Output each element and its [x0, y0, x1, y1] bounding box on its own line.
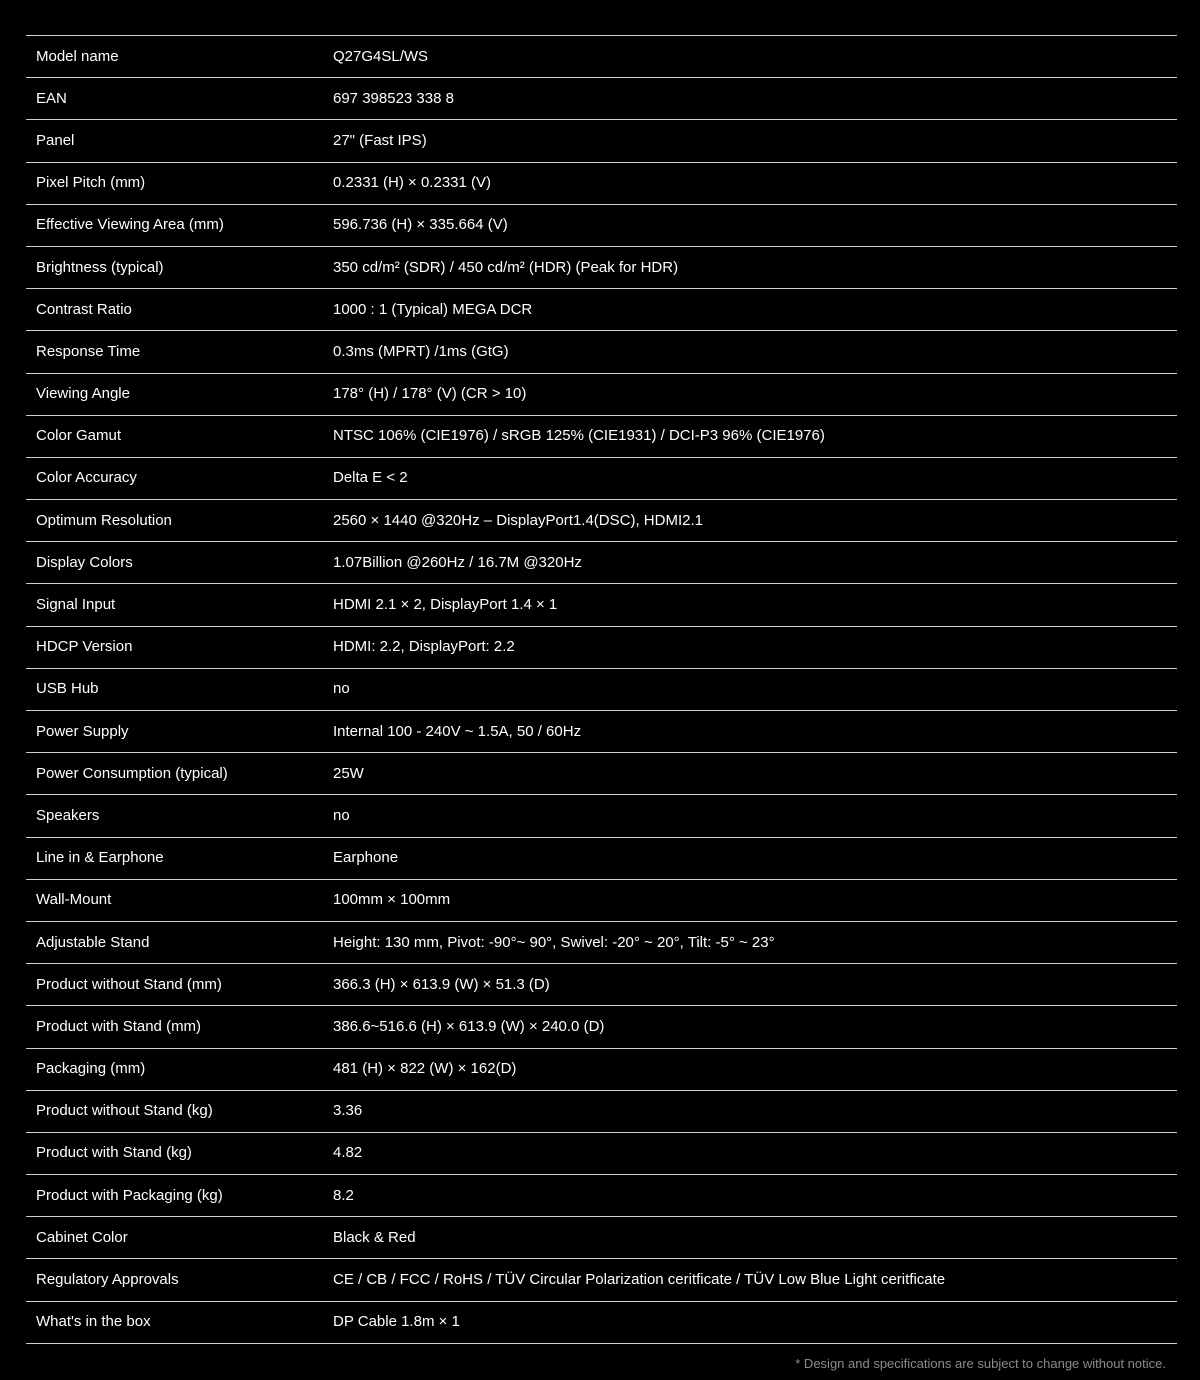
spec-value: NTSC 106% (CIE1976) / sRGB 125% (CIE1931) / DCI-P3 96% (CIE1976) [333, 415, 1177, 457]
spec-table-container [26, 35, 1177, 1344]
spec-table-body [26, 36, 1177, 1344]
spec-value: Black & Red [333, 1217, 1177, 1259]
spec-label: USB Hub [26, 668, 333, 710]
spec-row [26, 331, 1177, 373]
spec-label: Contrast Ratio [26, 289, 333, 331]
spec-value: 8.2 [333, 1175, 1177, 1217]
spec-row [26, 837, 1177, 879]
spec-value: Height: 130 mm, Pivot: -90°~ 90°, Swivel: -20° ~ 20°, Tilt: -5° ~ 23° [333, 921, 1177, 963]
spec-value: 596.736 (H) × 335.664 (V) [333, 204, 1177, 246]
spec-label: Optimum Resolution [26, 500, 333, 542]
spec-row [26, 1048, 1177, 1090]
spec-row [26, 1259, 1177, 1301]
spec-value: 27" (Fast IPS) [333, 120, 1177, 162]
spec-label: Wall-Mount [26, 879, 333, 921]
spec-value: Q27G4SL/WS [333, 36, 1177, 78]
spec-row [26, 964, 1177, 1006]
spec-value: 4.82 [333, 1132, 1177, 1174]
spec-value: 366.3 (H) × 613.9 (W) × 51.3 (D) [333, 964, 1177, 1006]
spec-row [26, 457, 1177, 499]
footnote: * Design and specifications are subject to change without notice. [795, 1356, 1166, 1371]
spec-value: 100mm × 100mm [333, 879, 1177, 921]
spec-label: Brightness (typical) [26, 246, 333, 288]
spec-value: 1.07Billion @260Hz / 16.7M @320Hz [333, 542, 1177, 584]
spec-row [26, 204, 1177, 246]
spec-label: Product without Stand (mm) [26, 964, 333, 1006]
spec-value: HDMI 2.1 × 2, DisplayPort 1.4 × 1 [333, 584, 1177, 626]
spec-value: Delta E < 2 [333, 457, 1177, 499]
spec-label: Color Accuracy [26, 457, 333, 499]
spec-label: EAN [26, 78, 333, 120]
spec-value: 178° (H) / 178° (V) (CR > 10) [333, 373, 1177, 415]
spec-value: Internal 100 - 240V ~ 1.5A, 50 / 60Hz [333, 711, 1177, 753]
spec-row [26, 1301, 1177, 1343]
spec-label: HDCP Version [26, 626, 333, 668]
spec-value: 697 398523 338 8 [333, 78, 1177, 120]
spec-value: 0.2331 (H) × 0.2331 (V) [333, 162, 1177, 204]
spec-row [26, 626, 1177, 668]
spec-value: 25W [333, 753, 1177, 795]
spec-label: Adjustable Stand [26, 921, 333, 963]
spec-value: CE / CB / FCC / RoHS / TÜV Circular Polarization ceritficate / TÜV Low Blue Light ceritficate [333, 1259, 1177, 1301]
spec-row [26, 373, 1177, 415]
spec-label: Pixel Pitch (mm) [26, 162, 333, 204]
spec-row [26, 500, 1177, 542]
spec-value: 481 (H) × 822 (W) × 162(D) [333, 1048, 1177, 1090]
spec-label: Regulatory Approvals [26, 1259, 333, 1301]
spec-value: 0.3ms (MPRT) /1ms (GtG) [333, 331, 1177, 373]
spec-label: Packaging (mm) [26, 1048, 333, 1090]
spec-label: Signal Input [26, 584, 333, 626]
spec-value: Earphone [333, 837, 1177, 879]
spec-row [26, 668, 1177, 710]
spec-label: What's in the box [26, 1301, 333, 1343]
spec-label: Effective Viewing Area (mm) [26, 204, 333, 246]
spec-label: Product with Stand (kg) [26, 1132, 333, 1174]
spec-value: 3.36 [333, 1090, 1177, 1132]
spec-row [26, 1217, 1177, 1259]
spec-label: Product with Stand (mm) [26, 1006, 333, 1048]
spec-label: Product without Stand (kg) [26, 1090, 333, 1132]
spec-row [26, 162, 1177, 204]
spec-row [26, 795, 1177, 837]
spec-label: Color Gamut [26, 415, 333, 457]
spec-value: no [333, 795, 1177, 837]
spec-row [26, 78, 1177, 120]
spec-row [26, 711, 1177, 753]
spec-value: 386.6~516.6 (H) × 613.9 (W) × 240.0 (D) [333, 1006, 1177, 1048]
spec-row [26, 584, 1177, 626]
spec-label: Speakers [26, 795, 333, 837]
spec-row [26, 289, 1177, 331]
spec-label: Display Colors [26, 542, 333, 584]
spec-row [26, 753, 1177, 795]
spec-row [26, 246, 1177, 288]
spec-row [26, 921, 1177, 963]
spec-row [26, 415, 1177, 457]
spec-row [26, 120, 1177, 162]
spec-value: 350 cd/m² (SDR) / 450 cd/m² (HDR) (Peak for HDR) [333, 246, 1177, 288]
spec-value: 2560 × 1440 @320Hz – DisplayPort1.4(DSC), HDMI2.1 [333, 500, 1177, 542]
spec-row [26, 1175, 1177, 1217]
spec-row [26, 879, 1177, 921]
spec-label: Line in & Earphone [26, 837, 333, 879]
spec-row [26, 1132, 1177, 1174]
spec-label: Power Consumption (typical) [26, 753, 333, 795]
spec-label: Response Time [26, 331, 333, 373]
spec-value: 1000 : 1 (Typical) MEGA DCR [333, 289, 1177, 331]
spec-row [26, 36, 1177, 78]
spec-label: Viewing Angle [26, 373, 333, 415]
spec-row [26, 1006, 1177, 1048]
spec-label: Cabinet Color [26, 1217, 333, 1259]
spec-row [26, 1090, 1177, 1132]
spec-value: DP Cable 1.8m × 1 [333, 1301, 1177, 1343]
spec-table [26, 35, 1177, 1344]
spec-label: Model name [26, 36, 333, 78]
spec-label: Panel [26, 120, 333, 162]
spec-label: Power Supply [26, 711, 333, 753]
spec-row [26, 542, 1177, 584]
spec-value: HDMI: 2.2, DisplayPort: 2.2 [333, 626, 1177, 668]
spec-value: no [333, 668, 1177, 710]
spec-label: Product with Packaging (kg) [26, 1175, 333, 1217]
